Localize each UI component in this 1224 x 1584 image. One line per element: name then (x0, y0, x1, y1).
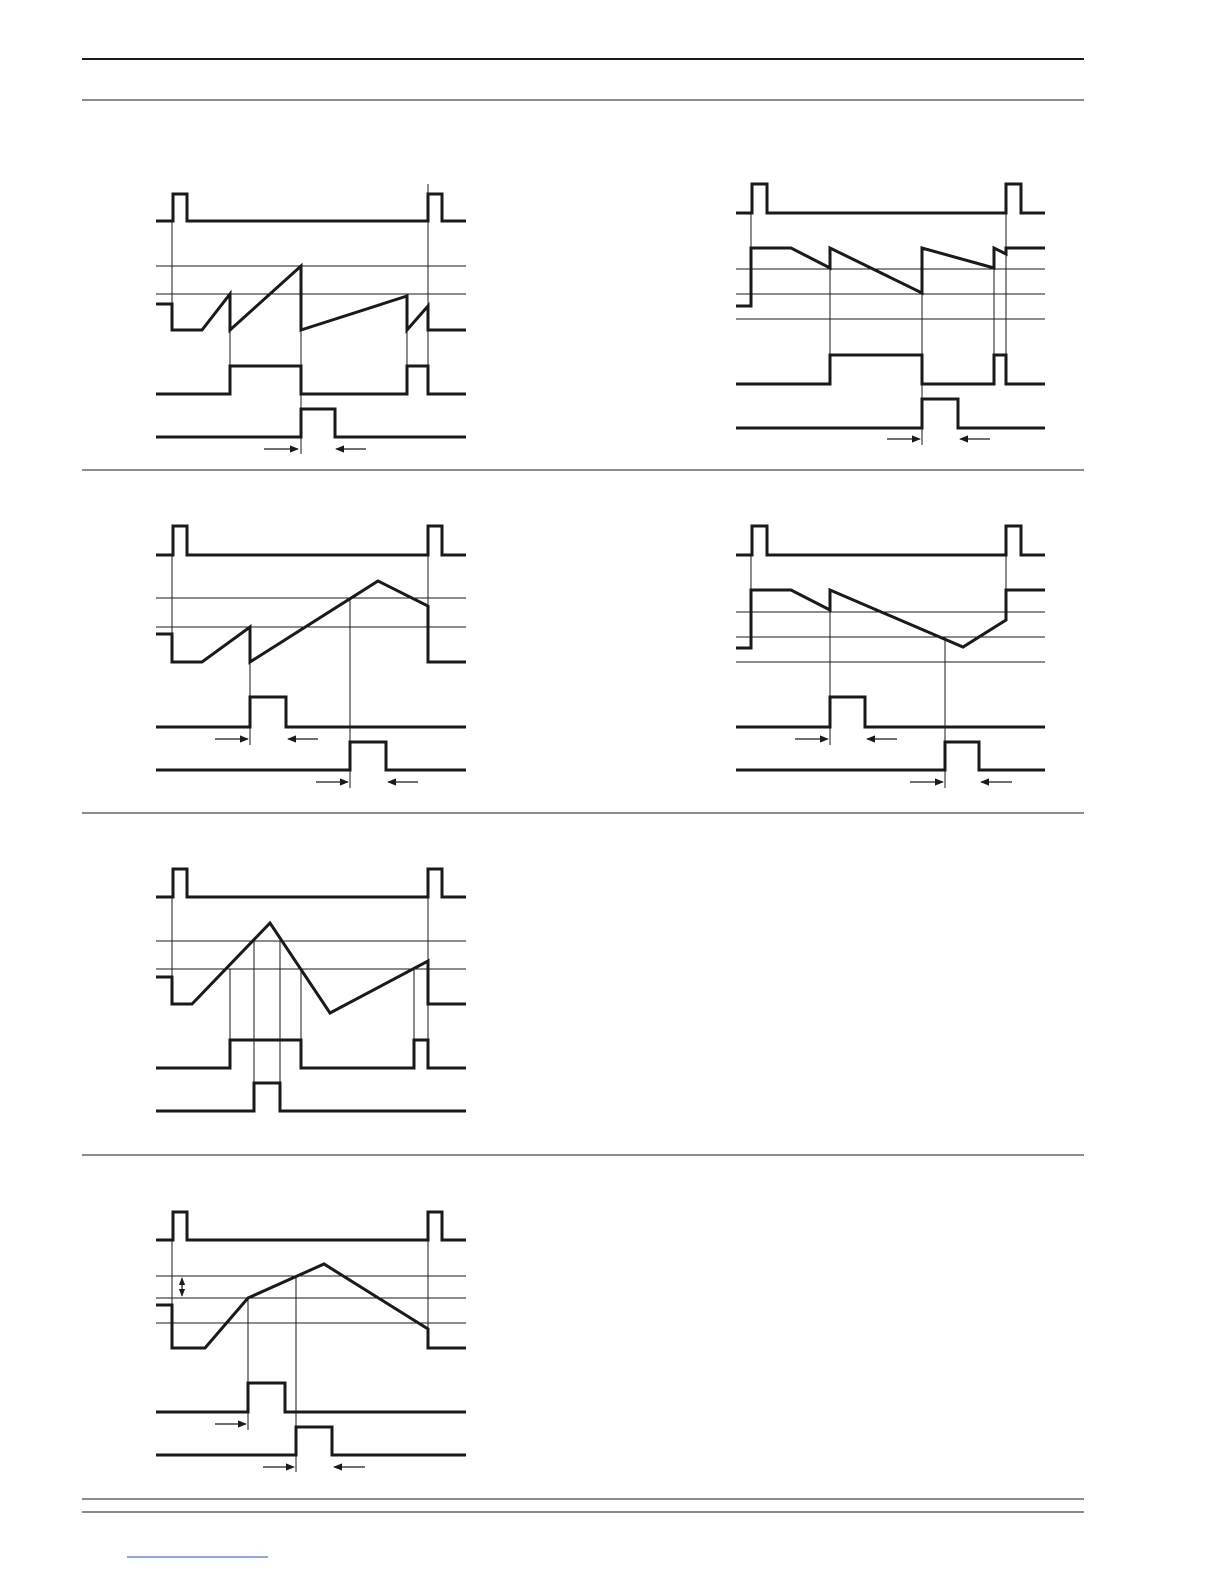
timing-diagram-4 (736, 526, 1045, 788)
sync-pulse-trace (156, 526, 466, 555)
timing-diagram-5 (156, 869, 466, 1111)
output-a-trace (736, 697, 1045, 727)
level-ramp-trace (156, 923, 466, 1013)
output-a-trace (156, 366, 466, 394)
level-ramp-trace (156, 581, 466, 662)
sync-pulse-trace (736, 184, 1045, 213)
output-b-trace (156, 1083, 466, 1111)
timing-diagram-1 (156, 184, 466, 454)
sync-pulse-trace (156, 194, 466, 221)
timing-diagram-2 (736, 184, 1045, 445)
sync-pulse-trace (156, 1212, 466, 1240)
output-a-trace (156, 1383, 466, 1412)
timing-diagram-3 (156, 526, 466, 788)
level-ramp-trace (156, 1264, 466, 1348)
level-ramp-trace (736, 590, 1045, 648)
level-ramp-trace (736, 248, 1045, 306)
output-a-trace (156, 697, 466, 727)
reference-lines (736, 612, 1045, 662)
output-b-trace (736, 399, 1045, 428)
timing-diagram-6 (156, 1212, 466, 1472)
reference-lines (156, 1276, 466, 1323)
sync-pulse-trace (736, 526, 1045, 555)
output-b-trace (156, 742, 466, 770)
output-b-trace (156, 409, 466, 437)
reference-lines (156, 266, 466, 294)
event-markers (172, 897, 428, 1111)
output-a-trace (736, 355, 1045, 384)
event-markers (172, 555, 428, 788)
output-b-trace (156, 1427, 466, 1455)
output-a-trace (156, 1040, 466, 1068)
output-b-trace (736, 742, 1045, 770)
level-ramp-trace (156, 266, 466, 330)
sync-pulse-trace (156, 869, 466, 897)
